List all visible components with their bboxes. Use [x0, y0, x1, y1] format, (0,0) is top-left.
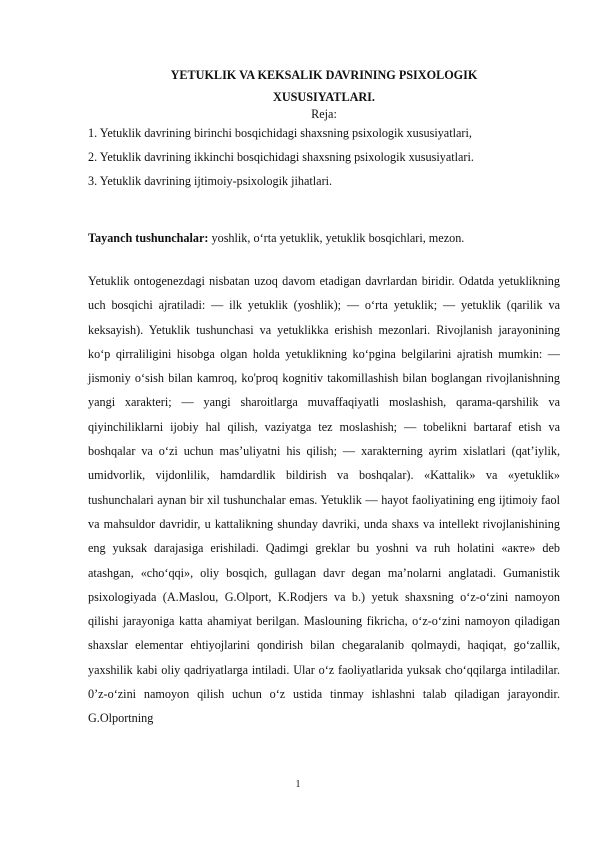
key-concepts-text: yoshlik, o‘rta yetuklik, yetuklik bosqichlari, mezon.	[208, 231, 465, 245]
page-number: 1	[295, 779, 301, 790]
plan-heading: Reja:	[311, 107, 337, 121]
plan-list	[88, 124, 474, 196]
key-concepts	[88, 229, 560, 247]
plan-item-3: 3. Yetuklik davrining ijtimoiy-psixologik jihatlari.	[88, 174, 333, 188]
key-concepts-label: Tayanch tushunchalar:	[88, 231, 209, 245]
document-title	[88, 64, 560, 108]
document-title-line-1: YETUKLIK VA KEKSALIK DAVRINING PSIXOLOGIK	[170, 68, 478, 82]
plan-item-2: 2. Yetuklik davrining ikkinchi bosqichidagi shaxsning psixologik xususiyatlari.	[88, 150, 474, 164]
body-paragraph: Yetuklik ontogenezdagi nisbatan uzoq davom etadigan davrlardan biridir. Odatda yetuklikning uch bosqichi ajratiladi: — ilk yetuklik (yoshlik); — o‘rta yetuklik; — yetuklik (qarilik va keksayish). Yetuklik tushunchasi va yetuklikka erishish mezonlari. Rivojlanish jarayonining ko‘p qirraliligini hisobga olgan holda yetuklikning ko‘pgina belgilarini ajratish mumkin: — jismoniy o‘sish bilan kamroq, ko'proq kognitiv takomillashish bilan boglangan rivojlanishning yangi xarakteri; — yangi sharoitlarga muvaffaqiyatli moslashish, qarama-qarshilik va qiyinchiliklarni ijobiy hal qilish, vaziyatga tez moslashish; — tobelikni bartaraf etish va boshqalar va o‘zi uchun mas’uliyatni his qilish; — xarakterning ayrim xislatlari (qat’iylik, umidvorlik, vijdonlilik, hamdardlik bildirish va boshqalar). «Kattalik» va «yetuklik» tushunchalari aynan bir xil tushunchalar emas. Yetuklik — hayot faoliyatining eng ijtimoiy faol va mahsuldor davridir, u kattalikning shunday davriki, unda shaxs va intellekt rivojlanishining eng yuksak darajasiga erishiladi. Qadimgi greklar bu yoshni va ruh holatini «акте» deb atashgan, «cho‘qqi», oliy bosqich, gullagan davr degan ma’nolarni anglatadi. Gumanistik psixologiyada (A.Maslou, G.Olport, K.Rodjers va b.) yetuk shaxsning o‘z-o‘zini namoyon qilishi jarayoniga katta ahamiyat berilgan. Maslouning fikricha, o‘z-o‘zini namoyon qiladigan shaxslar elementar ehtiyojlarini qondirish bilan chegaralanib qolmaydi, haqiqat, go‘zallik, yaxshilik kabi oliy qadriyatlarga intiladi. Ular o‘z faoliyatlarida yuksak cho‘qqilarga intiladilar. 0’z-o‘zini namoyon qilish uchun o‘z ustida tinmay ishlashni talab qiladigan jarayondir. G.Olportning	[88, 274, 560, 726]
document-title-line-2: XUSUSIYATLARI.	[273, 90, 375, 104]
plan-item-1: 1. Yetuklik davrining birinchi bosqichidagi shaxsning psixologik xususiyatlari,	[88, 126, 472, 140]
